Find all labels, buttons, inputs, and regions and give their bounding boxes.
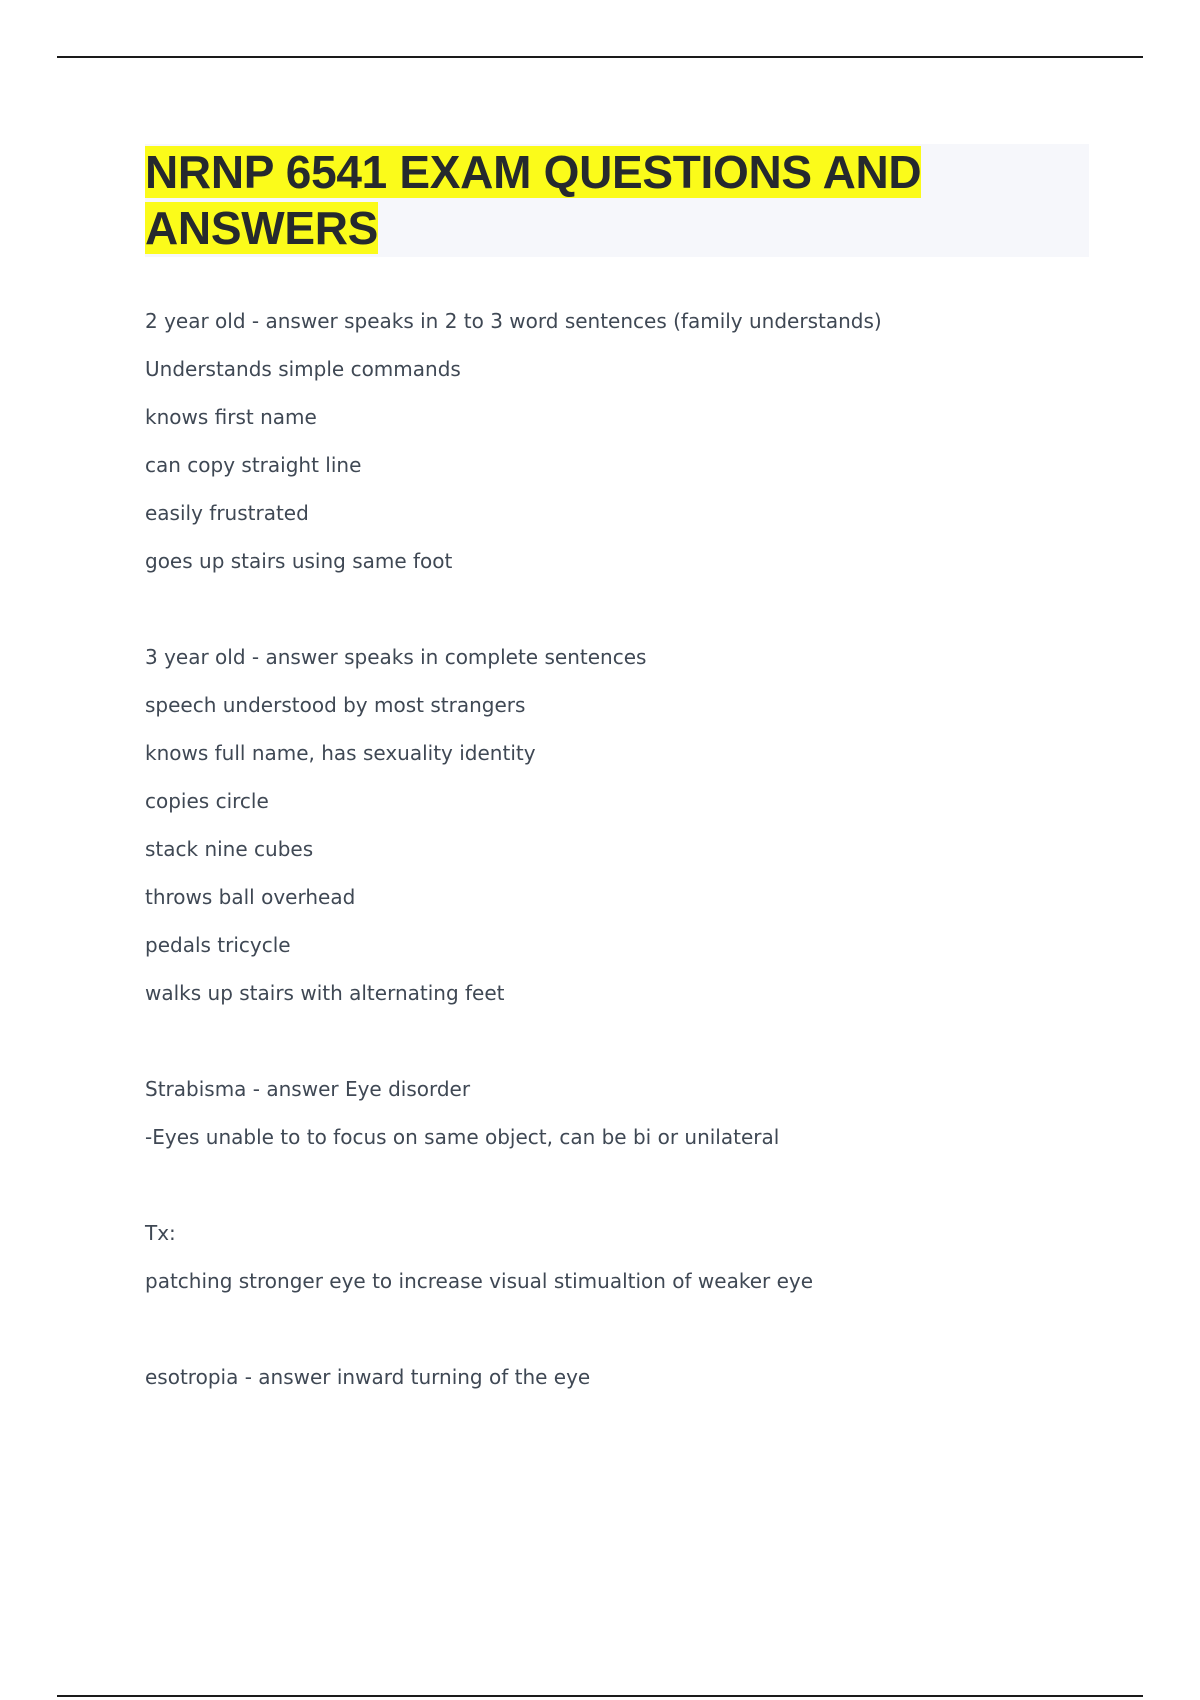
section-strabisma xyxy=(145,1072,1095,1168)
text-line: pedals tricycle xyxy=(145,933,291,957)
text-line: throws ball overhead xyxy=(145,885,356,909)
text-line: speech understood by most strangers xyxy=(145,693,526,717)
text-line: 3 year old - answer speaks in complete sentences xyxy=(145,645,647,669)
text-line: easily frustrated xyxy=(145,501,309,525)
document-title xyxy=(145,144,1089,256)
document-body xyxy=(145,304,1095,1408)
text-line: -Eyes unable to to focus on same object, can be bi or unilateral xyxy=(145,1125,780,1149)
bottom-divider xyxy=(57,1695,1143,1697)
title-line-2: ANSWERS xyxy=(145,202,379,254)
text-line: esotropia - answer inward turning of the eye xyxy=(145,1365,591,1389)
section-gap xyxy=(145,592,1095,640)
section-treatment xyxy=(145,1216,1095,1312)
text-line: walks up stairs with alternating feet xyxy=(145,981,505,1005)
title-line-1: NRNP 6541 EXAM QUESTIONS AND xyxy=(145,146,922,198)
section-gap xyxy=(145,1168,1095,1216)
text-line: patching stronger eye to increase visual stimualtion of weaker eye xyxy=(145,1269,814,1293)
text-line: 2 year old - answer speaks in 2 to 3 word sentences (family understands) xyxy=(145,309,882,333)
section-esotropia xyxy=(145,1360,1095,1408)
text-line: copies circle xyxy=(145,789,269,813)
section-gap xyxy=(145,1024,1095,1072)
section-2-year-old xyxy=(145,304,1095,592)
text-line: Understands simple commands xyxy=(145,357,461,381)
section-3-year-old xyxy=(145,640,1095,1024)
text-line: goes up stairs using same foot xyxy=(145,549,453,573)
text-line: stack nine cubes xyxy=(145,837,314,861)
top-divider xyxy=(57,56,1143,58)
title-block xyxy=(145,144,1089,257)
section-gap xyxy=(145,1312,1095,1360)
text-line: knows first name xyxy=(145,405,317,429)
text-line: knows full name, has sexuality identity xyxy=(145,741,536,765)
text-line: can copy straight line xyxy=(145,453,362,477)
text-line: Tx: xyxy=(145,1221,176,1245)
text-line: Strabisma - answer Eye disorder xyxy=(145,1077,471,1101)
